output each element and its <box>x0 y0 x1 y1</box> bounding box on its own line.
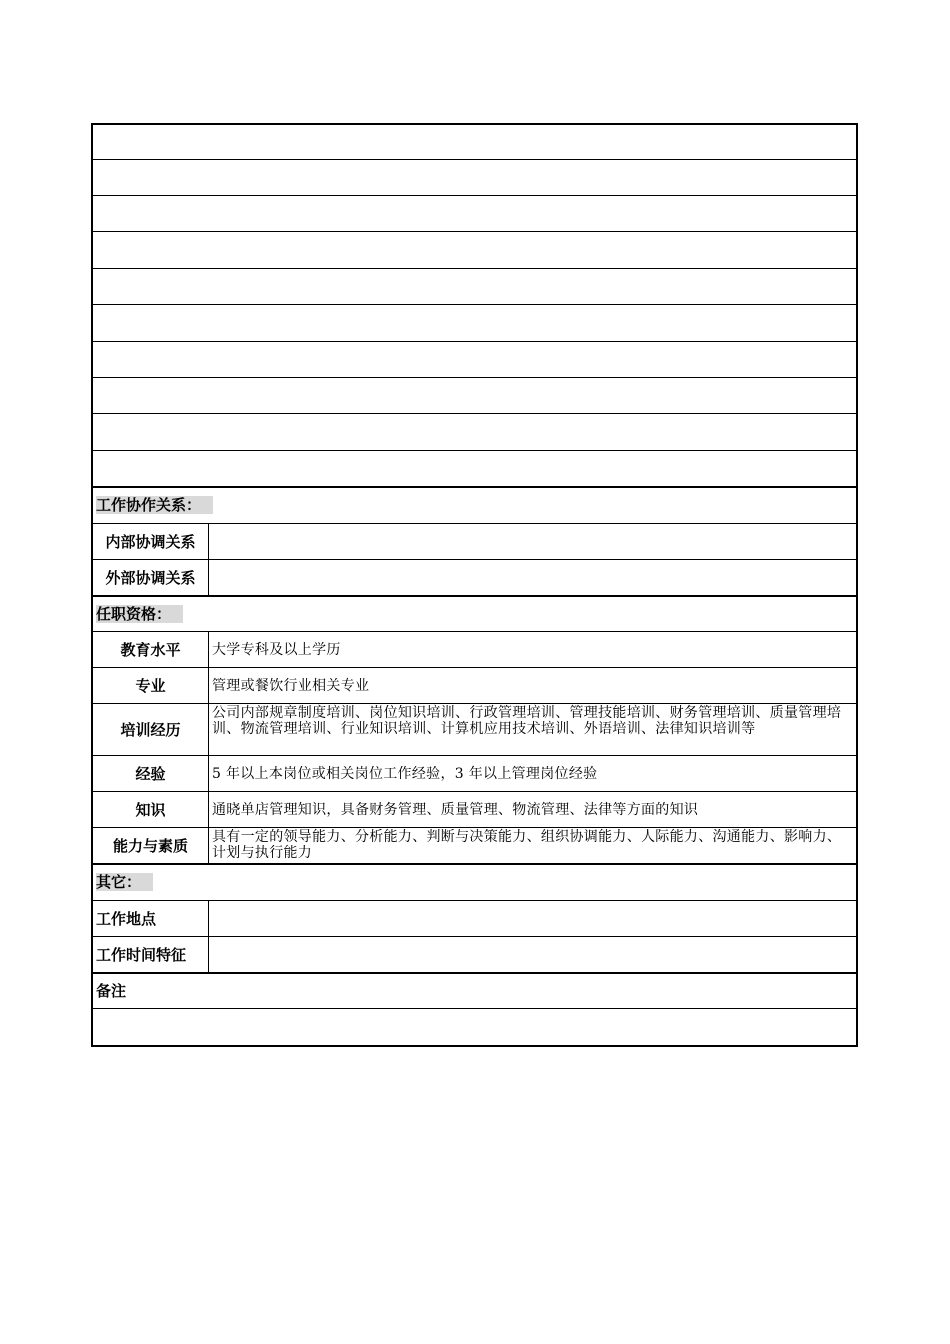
empty-row <box>91 342 858 378</box>
section-header-cooperation <box>91 488 858 524</box>
table-row <box>91 560 858 597</box>
section-header-other <box>91 865 858 901</box>
section-header-qualifications <box>91 597 858 632</box>
ability-value: 具有一定的领导能力、分析能力、判断与决策能力、组织协调能力、人际能力、沟通能力、影响力、计划与执行能力 <box>212 829 842 861</box>
experience-value: 5 年以上本岗位或相关岗位工作经验，3 年以上管理岗位经验 <box>212 765 598 782</box>
ability-label: 能力与素质 <box>93 828 209 863</box>
empty-row <box>91 414 858 451</box>
empty-row <box>91 451 858 488</box>
table-row <box>91 632 858 668</box>
work-location-label: 工作地点 <box>93 901 209 936</box>
work-location-value <box>212 901 854 936</box>
section-header-notes <box>91 974 858 1009</box>
table-row <box>91 937 858 974</box>
knowledge-value: 通晓单店管理知识，具备财务管理、质量管理、物流管理、法律等方面的知识 <box>212 801 699 818</box>
empty-row <box>91 305 858 342</box>
knowledge-label: 知识 <box>93 792 209 827</box>
section-title: 工作协作关系： <box>96 496 213 514</box>
table-row <box>91 828 858 865</box>
training-value: 公司内部规章制度培训、岗位知识培训、行政管理培训、管理技能培训、财务管理培训、质量管理培训、物流管理培训、行业知识培训、计算机应用技术培训、外语培训、法律知识培训等 <box>212 705 842 737</box>
major-value: 管理或餐饮行业相关专业 <box>212 677 370 694</box>
empty-row <box>91 160 858 196</box>
table-row <box>91 756 858 792</box>
table-row <box>91 668 858 704</box>
empty-row <box>91 378 858 414</box>
notes-row <box>91 1009 858 1047</box>
empty-row <box>91 269 858 305</box>
empty-row <box>91 196 858 232</box>
section-title: 其它： <box>96 873 153 891</box>
empty-row <box>91 232 858 269</box>
major-label: 专业 <box>93 668 209 703</box>
education-value: 大学专科及以上学历 <box>212 641 341 658</box>
work-time-label: 工作时间特征 <box>93 937 209 972</box>
empty-row <box>91 123 858 160</box>
table-row <box>91 704 858 756</box>
table-row <box>91 792 858 828</box>
education-label: 教育水平 <box>93 632 209 667</box>
work-time-value <box>212 937 854 972</box>
experience-label: 经验 <box>93 756 209 791</box>
external-coordination-value <box>212 560 854 595</box>
table-row <box>91 524 858 560</box>
table-row <box>91 901 858 937</box>
internal-coordination-value <box>212 524 854 559</box>
section-title: 任职资格： <box>96 605 183 623</box>
training-label: 培训经历 <box>93 704 209 755</box>
section-title: 备注 <box>96 982 127 1000</box>
internal-coordination-label: 内部协调关系 <box>93 524 209 559</box>
notes-value <box>96 1009 854 1045</box>
external-coordination-label: 外部协调关系 <box>93 560 209 595</box>
